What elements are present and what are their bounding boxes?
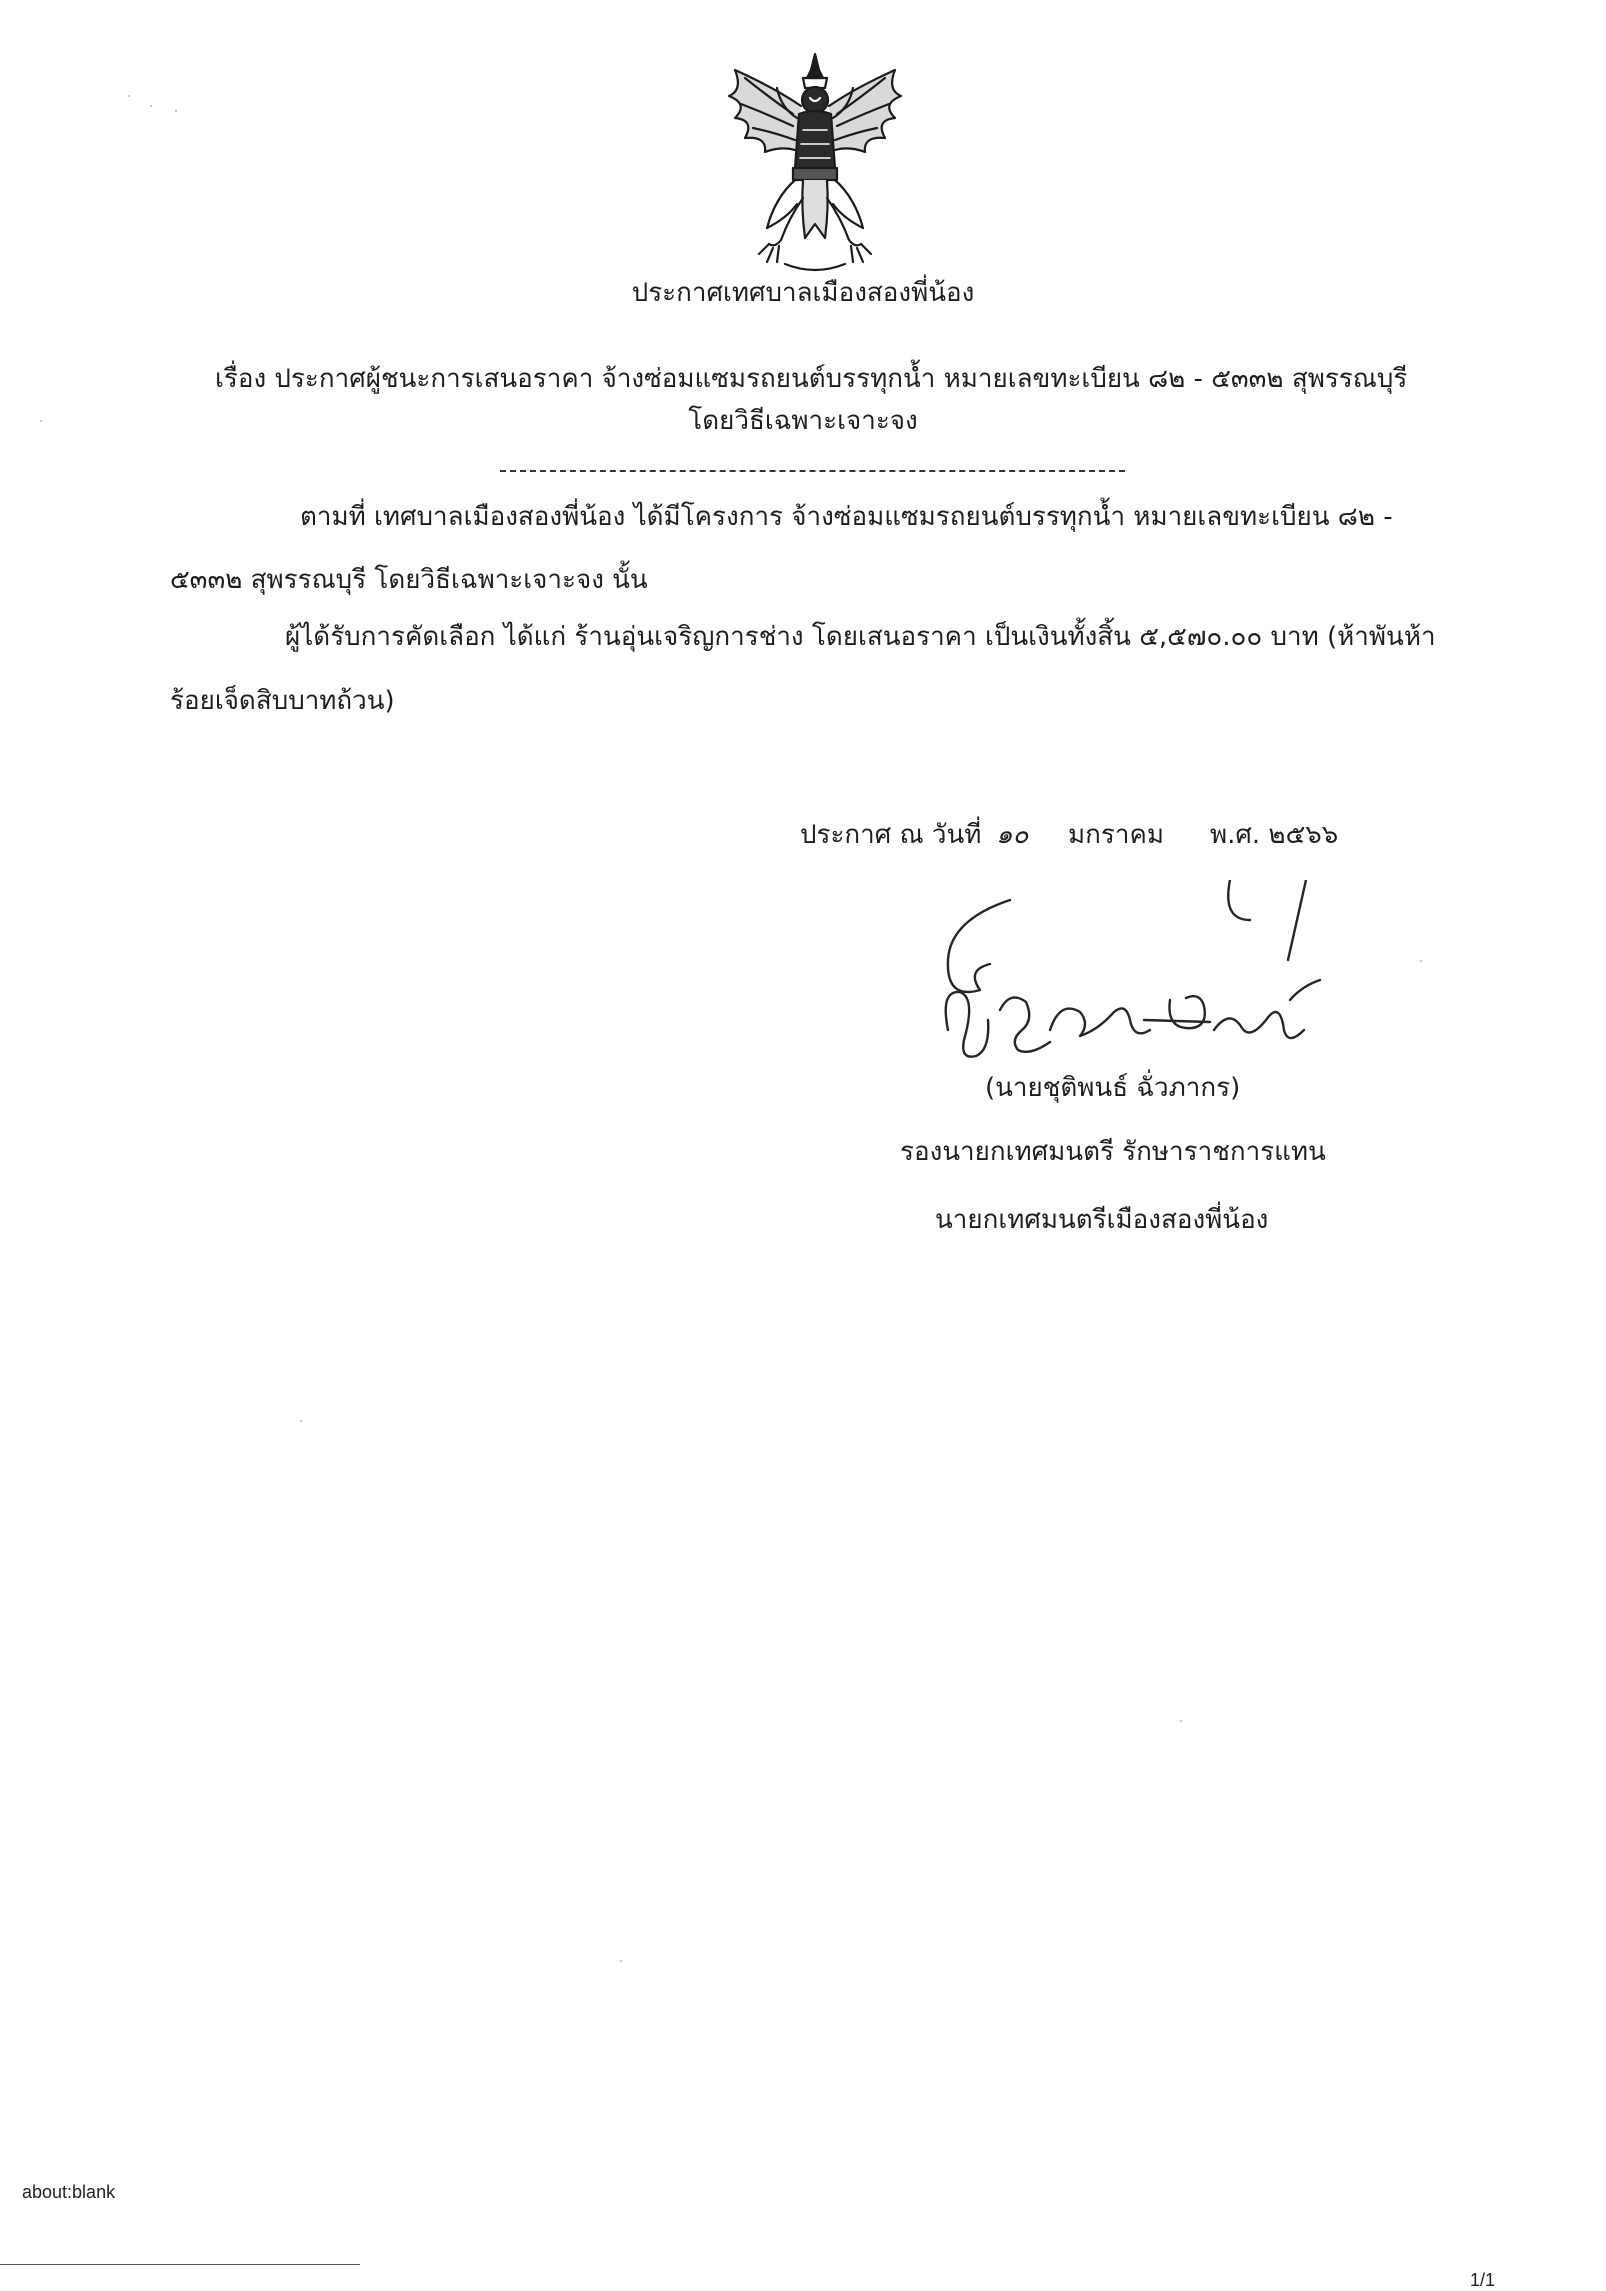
scan-speck xyxy=(300,1420,302,1422)
announcement-title: ประกาศเทศบาลเมืองสองพี่น้อง xyxy=(631,278,975,308)
signatory-position-2: นายกเทศมนตรีเมืองสองพี่น้อง xyxy=(935,1205,1269,1235)
scan-speck xyxy=(150,105,152,107)
scan-speck xyxy=(1180,1720,1182,1722)
body-paragraph-2-line-2: ร้อยเจ็ดสิบบาทถ้วน) xyxy=(170,686,395,716)
title-divider xyxy=(500,470,1125,472)
date-prefix: ประกาศ ณ วันที่ xyxy=(800,820,982,850)
signatory-name: (นายชุติพนธ์ ฉั่วภากร) xyxy=(985,1073,1241,1103)
handwritten-signature xyxy=(930,880,1330,1080)
body-paragraph-1-line-2: ๕๓๓๒ สุพรรณบุรี โดยวิธีเฉพาะเจาะจง นั้น xyxy=(170,565,648,595)
date-month: มกราคม xyxy=(1068,820,1164,850)
scan-speck xyxy=(128,95,130,97)
body-paragraph-1-line-1: ตามที่ เทศบาลเมืองสองพี่น้อง ได้มีโครงการ จ้างซ่อมแซมรถยนต์บรรทุกน้ำ หมายเลขทะเบียน ๘๒ - xyxy=(300,502,1393,532)
footer-url: about:blank xyxy=(22,2182,116,2202)
scan-speck xyxy=(1420,960,1422,962)
body-paragraph-2-line-1: ผู้ได้รับการคัดเลือก ได้แก่ ร้านอุ่นเจริญการช่าง โดยเสนอราคา เป็นเงินทั้งสิ้น ๕,๕๗๐.๐๐ บาท (ห้าพันห้า xyxy=(285,622,1436,652)
footer-divider xyxy=(0,2264,360,2265)
scan-speck xyxy=(175,110,177,112)
date-year: พ.ศ. ๒๕๖๖ xyxy=(1210,820,1339,850)
footer-page-number: 1/1 xyxy=(1470,2270,1496,2290)
subject-line: เรื่อง ประกาศผู้ชนะการเสนอราคา จ้างซ่อมแซมรถยนต์บรรทุกน้ำ หมายเลขทะเบียน ๘๒ - ๕๓๓๒ สุพรรณบุรี xyxy=(215,364,1408,394)
scan-speck xyxy=(620,1960,622,1962)
signatory-position-1: รองนายกเทศมนตรี รักษาราชการแทน xyxy=(900,1137,1326,1167)
date-day: ๑๐ xyxy=(996,820,1029,850)
subject-method-line: โดยวิธีเฉพาะเจาะจง xyxy=(688,406,918,436)
garuda-emblem-icon xyxy=(715,48,915,278)
